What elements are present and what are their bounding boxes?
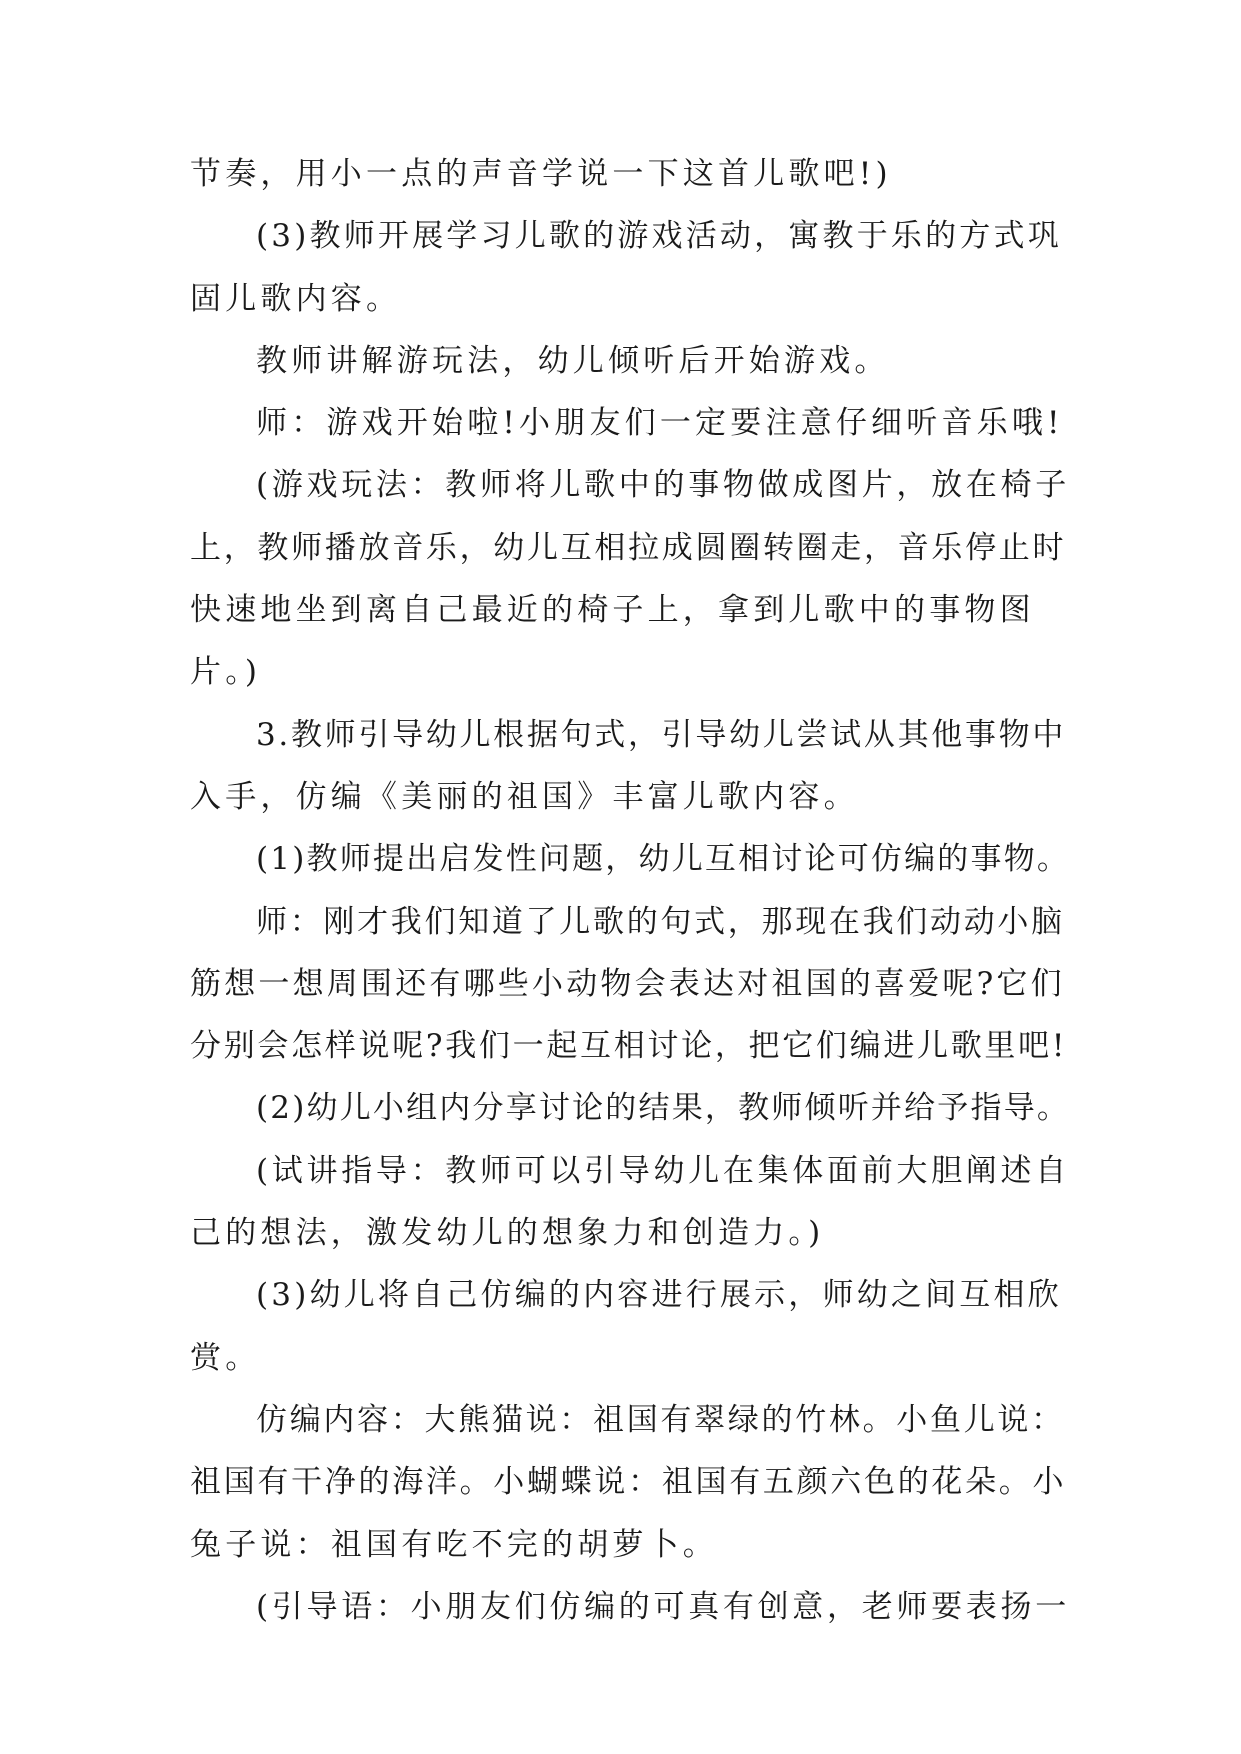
text-line: (3)幼儿将自己仿编的内容进行展示，师幼之间互相欣: [256, 1277, 1062, 1314]
text-line: (游戏玩法：教师将儿歌中的事物做成图片，放在椅子: [256, 467, 1070, 504]
text-line: 师：刚才我们知道了儿歌的句式，那现在我们动动小脑: [256, 903, 1065, 940]
text-line: 师：游戏开始啦!小朋友们一定要注意仔细听音乐哦!: [256, 405, 1064, 442]
text-line: 仿编内容：大熊猫说：祖国有翠绿的竹林。小鱼儿说：: [256, 1401, 1065, 1438]
text-line: (引导语：小朋友们仿编的可真有创意，老师要表扬一: [256, 1588, 1070, 1625]
text-line: (1)教师提出启发性问题，幼儿互相讨论可仿编的事物。: [256, 841, 1071, 878]
text-line: 祖国有干净的海洋。小蝴蝶说：祖国有五颜六色的花朵。小: [190, 1464, 1067, 1501]
text-line: 己的想法，激发幼儿的想象力和创造力。): [190, 1215, 825, 1252]
text-line: (2)幼儿小组内分享讨论的结果，教师倾听并给予指导。: [256, 1090, 1071, 1127]
text-line: 上，教师播放音乐，幼儿互相拉成圆圈转圈走，音乐停止时: [190, 529, 1067, 566]
text-line: 片。): [190, 654, 262, 691]
text-line: (3)教师开展学习儿歌的游戏活动，寓教于乐的方式巩: [256, 218, 1062, 255]
text-line: 节奏，用小一点的声音学说一下这首儿歌吧!): [190, 156, 892, 192]
document-body: [190, 143, 1070, 1638]
text-line: 赏。: [190, 1339, 261, 1376]
text-line: 筋想一想周围还有哪些小动物会表达对祖国的喜爱呢?它们: [190, 965, 1065, 1002]
text-line: 教师讲解游玩法，幼儿倾听后开始游戏。: [256, 342, 890, 379]
text-line: 快速地坐到离自己最近的椅子上，拿到儿歌中的事物图: [190, 592, 1035, 629]
text-line: 入手，仿编《美丽的祖国》丰富儿歌内容。: [190, 778, 859, 815]
text-line: 分别会怎样说呢?我们一起互相讨论，把它们编进儿歌里吧!: [190, 1028, 1067, 1065]
text-line: 兔子说：祖国有吃不完的胡萝卜。: [190, 1526, 718, 1563]
text-line: 3.教师引导幼儿根据句式，引导幼儿尝试从其他事物中: [256, 716, 1067, 753]
text-line: (试讲指导：教师可以引导幼儿在集体面前大胆阐述自: [256, 1152, 1070, 1189]
text-line: 固儿歌内容。: [190, 280, 402, 317]
